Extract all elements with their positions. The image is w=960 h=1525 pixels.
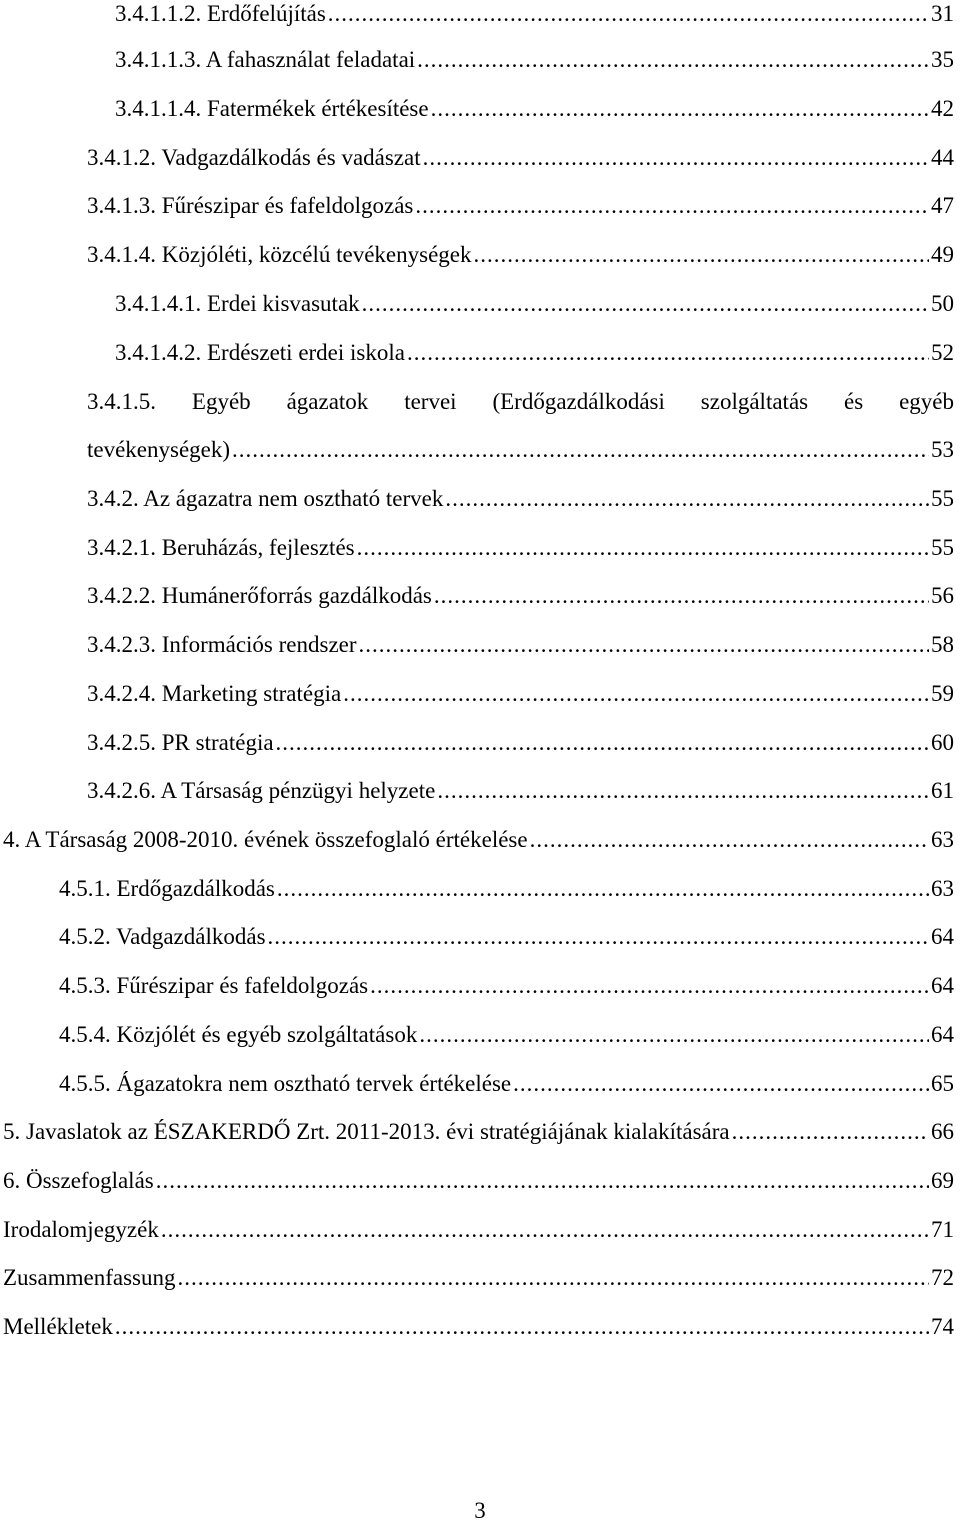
toc-entry-page: 35 <box>931 47 954 72</box>
toc-entry[interactable] <box>3 1264 954 1292</box>
toc-entry[interactable] <box>87 582 954 610</box>
dot-leader <box>370 972 929 1000</box>
dot-leader <box>362 290 929 318</box>
toc-entry-page: 69 <box>931 1168 954 1193</box>
toc-entry-page: 65 <box>931 1071 954 1096</box>
toc-entry[interactable] <box>87 631 954 659</box>
toc-entry-page: 72 <box>931 1265 954 1290</box>
toc-entry-label-continued: tevékenységek) <box>87 437 231 462</box>
toc-entry-page: 64 <box>931 924 954 949</box>
toc-entry-page: 55 <box>931 486 954 511</box>
toc-entry-page: 64 <box>931 1022 954 1047</box>
toc-entry-label: 3.4.1.2. Vadgazdálkodás és vadászat <box>87 145 421 170</box>
toc-entry[interactable] <box>3 1313 954 1341</box>
toc-entry-page: 50 <box>931 291 954 316</box>
toc-entry[interactable] <box>3 1118 954 1146</box>
toc-entry-label: 3.4.1.3. Fűrészipar és fafeldolgozás <box>87 193 414 218</box>
toc-entry-label: 4.5.5. Ágazatokra nem osztható tervek értékelése <box>59 1071 512 1096</box>
dot-leader <box>419 1021 929 1049</box>
toc-entry-label: 4.5.1. Erdőgazdálkodás <box>59 876 275 901</box>
toc-entry-label: 4. A Társaság 2008-2010. évének összefoglaló értékelése <box>3 827 528 852</box>
toc-entry-label: 3.4.2.1. Beruházás, fejlesztés <box>87 535 355 560</box>
toc-entry-page: 60 <box>931 730 954 755</box>
toc-entry[interactable] <box>59 875 954 903</box>
toc-entry-label: 3.4.2.2. Humánerőforrás gazdálkodás <box>87 583 432 608</box>
dot-leader <box>328 0 929 28</box>
toc-entry[interactable] <box>87 680 954 708</box>
dot-leader <box>530 826 929 854</box>
dot-leader <box>732 1118 929 1146</box>
toc-entry-page: 52 <box>931 340 954 365</box>
toc-entry-page: 47 <box>931 193 954 218</box>
toc-entry-label: 3.4.2. Az ágazatra nem osztható tervek <box>87 486 444 511</box>
toc-entry[interactable] <box>115 339 954 367</box>
toc-entry-page: 66 <box>931 1119 954 1144</box>
toc-entry-page: 42 <box>931 96 954 121</box>
toc-entry[interactable] <box>87 729 954 757</box>
toc-entry-label: 4.5.2. Vadgazdálkodás <box>59 924 266 949</box>
toc-entry-page: 56 <box>931 583 954 608</box>
toc-entry-page: 63 <box>931 827 954 852</box>
toc-entry-label: 3.4.2.3. Információs rendszer <box>87 632 357 657</box>
toc-entry[interactable] <box>87 192 954 220</box>
dot-leader <box>277 875 929 903</box>
toc-entry-label: 3.4.2.4. Marketing stratégia <box>87 681 342 706</box>
toc-entry[interactable] <box>3 1216 954 1244</box>
toc-entry[interactable] <box>87 436 954 464</box>
dot-leader <box>417 46 929 74</box>
toc-entry[interactable] <box>87 144 954 172</box>
toc-entry-page: 31 <box>931 1 954 26</box>
toc-entry-page: 71 <box>931 1217 954 1242</box>
dot-leader <box>437 777 929 805</box>
toc-entry-label: 3.4.1.1.3. A fahasználat feladatai <box>115 47 416 72</box>
toc-entry[interactable] <box>59 923 954 951</box>
toc-entry-page: 53 <box>931 437 954 462</box>
toc-entry-page: 64 <box>931 973 954 998</box>
toc-entry[interactable] <box>87 777 954 805</box>
page-number: 3 <box>474 1498 486 1523</box>
toc-entry[interactable] <box>115 46 954 74</box>
toc-entry-label: Mellékletek <box>3 1314 113 1339</box>
toc-entry[interactable] <box>87 534 954 562</box>
toc-entry[interactable] <box>3 1167 954 1195</box>
dot-leader <box>357 534 929 562</box>
toc-entry-page: 61 <box>931 778 954 803</box>
toc-entry[interactable] <box>115 95 954 123</box>
dot-leader <box>445 485 929 513</box>
dot-leader <box>434 582 929 610</box>
dot-leader <box>177 1264 929 1292</box>
toc-entry-page: 55 <box>931 535 954 560</box>
toc-entry-label: 3.4.1.1.4. Fatermékek értékesítése <box>115 96 429 121</box>
dot-leader <box>156 1167 929 1195</box>
toc-entry-page: 49 <box>931 242 954 267</box>
dot-leader <box>115 1313 929 1341</box>
toc-entry-label: 6. Összefoglalás <box>3 1168 154 1193</box>
toc-entry-label: 3.4.1.4.2. Erdészeti erdei iskola <box>115 340 405 365</box>
dot-leader <box>359 631 929 659</box>
dot-leader <box>513 1070 929 1098</box>
toc-entry[interactable] <box>3 826 954 854</box>
toc-entry-label: 4.5.4. Közjólét és egyéb szolgáltatások <box>59 1022 418 1047</box>
toc-entry-label: 5. Javaslatok az ÉSZAKERDŐ Zrt. 2011-2013. évi stratégiájának kialakítására <box>3 1119 730 1144</box>
toc-entry-label: 3.4.1.1.2. Erdőfelújítás <box>115 1 326 26</box>
toc-entry[interactable] <box>87 241 954 269</box>
toc-entry-page: 63 <box>931 876 954 901</box>
dot-leader <box>407 339 929 367</box>
dot-leader <box>423 144 929 172</box>
dot-leader <box>343 680 929 708</box>
dot-leader <box>431 95 929 123</box>
dot-leader <box>276 729 929 757</box>
toc-entry-page: 58 <box>931 632 954 657</box>
toc-entry-page: 59 <box>931 681 954 706</box>
dot-leader <box>415 192 929 220</box>
toc-entry[interactable] <box>59 1021 954 1049</box>
toc-entry-label: 3.4.1.5. Egyéb ágazatok tervei (Erdőgazdálkodási szolgáltatás és egyéb <box>87 389 954 414</box>
toc-entry-label: 3.4.1.4. Közjóléti, közcélú tevékenységek <box>87 242 472 267</box>
toc-entry-label: 3.4.2.6. A Társaság pénzügyi helyzete <box>87 778 436 803</box>
toc-entry-label: 4.5.3. Fűrészipar és fafeldolgozás <box>59 973 369 998</box>
toc-entry[interactable] <box>87 485 954 513</box>
toc-entry[interactable] <box>115 0 954 28</box>
toc-entry-wrapped-line-1[interactable] <box>87 388 954 416</box>
toc-entry-page: 74 <box>931 1314 954 1339</box>
toc-entry-page: 44 <box>931 145 954 170</box>
dot-leader <box>232 436 929 464</box>
toc-entry-label: Irodalomjegyzék <box>3 1217 159 1242</box>
toc-entry[interactable] <box>115 290 954 318</box>
dot-leader <box>474 241 930 269</box>
dot-leader <box>268 923 929 951</box>
dot-leader <box>161 1216 929 1244</box>
toc-entry[interactable] <box>59 972 954 1000</box>
toc-entry-label: Zusammenfassung <box>3 1265 176 1290</box>
toc-entry-label: 3.4.1.4.1. Erdei kisvasutak <box>115 291 360 316</box>
toc-entry[interactable] <box>59 1070 954 1098</box>
toc-entry-label: 3.4.2.5. PR stratégia <box>87 730 274 755</box>
